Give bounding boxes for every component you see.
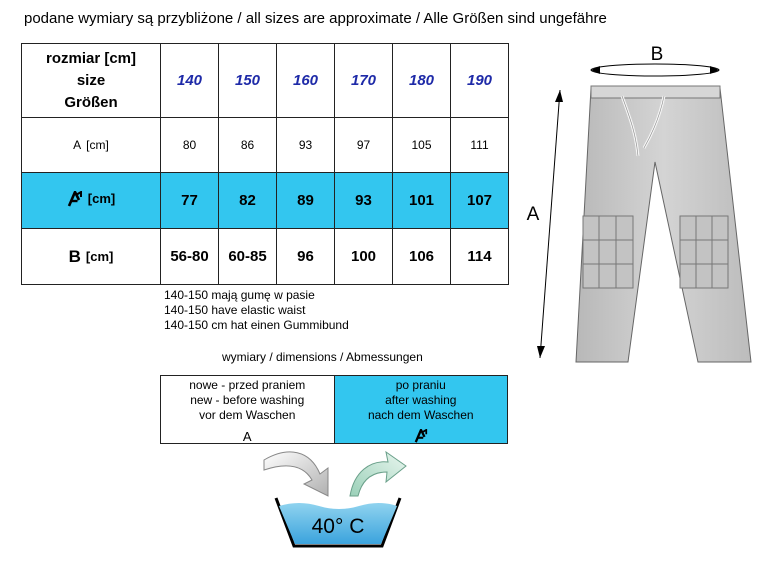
size-value: 160 [277,44,335,118]
size-header-label [22,44,161,118]
length-measure-line [540,90,560,358]
row-label-letter: A [73,138,82,152]
arrow-out-icon [350,452,406,496]
row-label-unit: [cm] [86,138,109,152]
row-label-letter: B [68,246,81,266]
row-label [22,173,161,229]
table-cell: 89 [277,173,335,229]
length-arrow-bottom-icon [537,346,545,358]
a-after-wash-icon [414,429,428,443]
legend-after-mark [335,429,508,446]
size-header-line: rozmiar [cm] [45,49,137,67]
legend-before-wash [161,376,334,443]
table-cell: 60-85 [219,229,277,285]
legend-line: po praniu [395,378,446,392]
waist-measure-loop [591,64,719,76]
size-value: 150 [219,44,277,118]
wash-temperature: 40° C [311,515,365,538]
row-label [22,229,161,285]
elastic-waist-note [164,288,349,333]
row-label-unit: [cm] [85,249,114,264]
size-value: 140 [161,44,219,118]
table-cell: 97 [335,118,393,173]
table-cell: 111 [451,118,509,173]
legend-line: new - before washing [190,393,305,407]
pants-diagram [512,38,757,368]
elastic-note-line: 140-150 mają gumę w pasie [164,288,315,302]
size-header-row [22,44,509,118]
waistband [591,86,720,98]
waist-arrow-right-icon [710,66,719,74]
size-value: 170 [335,44,393,118]
row-a-after-wash [22,173,509,229]
size-header-line: size [76,71,106,89]
legend-after-wash [334,376,508,443]
table-cell: 82 [219,173,277,229]
table-cell: 56-80 [161,229,219,285]
size-table [21,43,509,285]
legend-line: vor dem Waschen [199,408,296,422]
row-b-waist [22,229,509,285]
table-cell: 80 [161,118,219,173]
size-value: 190 [451,44,509,118]
table-cell: 106 [393,229,451,285]
knee-pad-right [680,216,728,288]
table-cell: 114 [451,229,509,285]
row-label [22,118,161,173]
wash-40c-icon [258,446,428,550]
table-cell: 86 [219,118,277,173]
a-after-wash-icon [67,191,83,207]
dimension-b-label: B [650,44,664,65]
knee-pad-left [583,216,633,288]
arrow-in-icon [264,452,328,496]
dimensions-title: wymiary / dimensions / Abmessungen [222,350,423,364]
size-value: 180 [393,44,451,118]
legend-line: after washing [385,393,457,407]
legend-line: nowe - przed praniem [189,378,306,392]
table-cell: 93 [277,118,335,173]
table-cell: 105 [393,118,451,173]
row-a-before-wash [22,118,509,173]
table-cell: 96 [277,229,335,285]
dimension-a-label: A [526,204,540,225]
table-cell: 100 [335,229,393,285]
legend-before-mark: A [242,429,252,444]
table-cell: 77 [161,173,219,229]
length-arrow-top-icon [555,90,563,102]
table-cell: 101 [393,173,451,229]
header-note: podane wymiary są przybliżone / all sizes are approximate / Alle Größen sind ungefähre [24,10,607,27]
row-label-unit: [cm] [87,191,116,206]
elastic-note-line: 140-150 cm hat einen Gummibund [164,318,349,332]
size-header-line: Größen [64,93,118,111]
table-cell: 93 [335,173,393,229]
elastic-note-line: 140-150 have elastic waist [164,303,306,317]
legend-line: nach dem Waschen [367,408,474,422]
table-cell: 107 [451,173,509,229]
waist-arrow-left-icon [591,66,600,74]
wash-legend [160,375,508,444]
